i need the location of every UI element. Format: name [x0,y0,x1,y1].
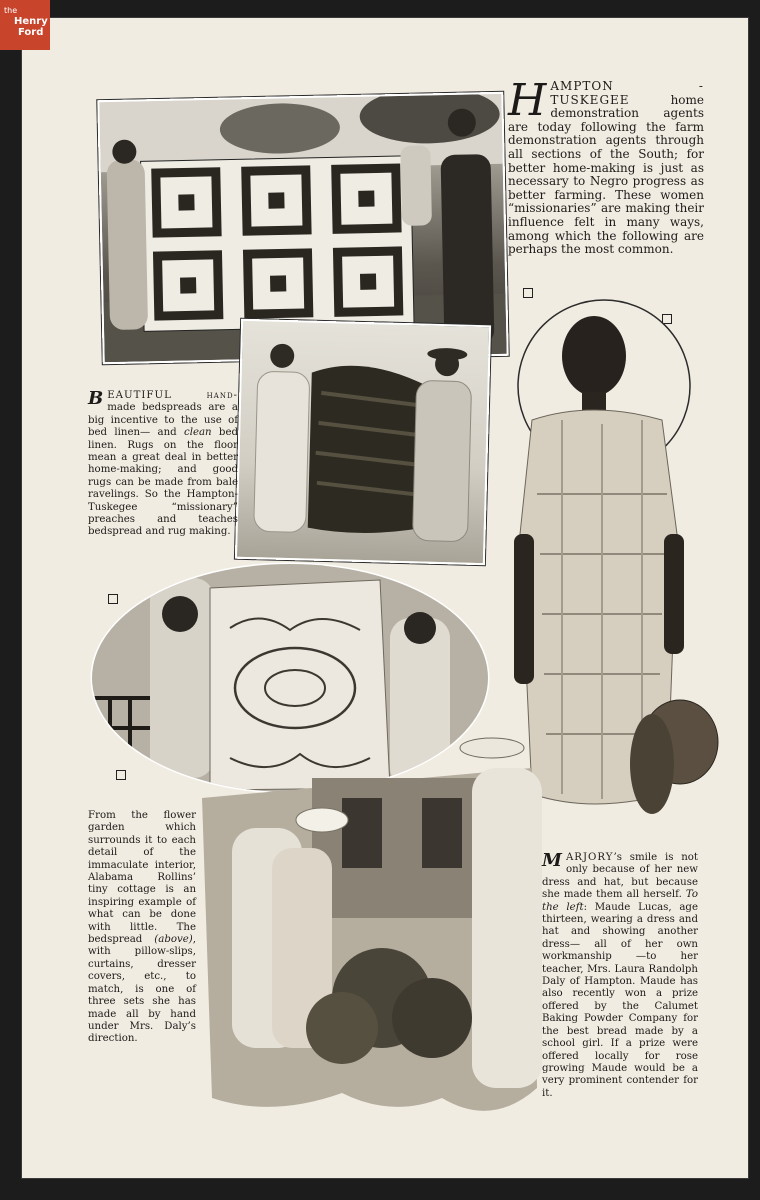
marjory-text-a: ’s smile is not only because of her new dress and hat, but because she made them all herself. [542,852,698,901]
henry-ford-logo [0,0,50,50]
logo-henry: Henry [14,16,48,27]
marjory-paragraph [542,852,698,1100]
logo-the: the [4,6,18,15]
rug-illustration [237,321,489,563]
marjory-dropcap: M [542,850,562,871]
marjory-text-b: : Maude Lucas, age thirteen, wearing a dress and hat and showing another dress— all of her own workmanship —to her teacher, Mrs. Laura Randolph Daly of Hampton. Maude has also recently won a prize offered by the Calumet Baking Powder Company for the best bread made by a school girl. If a prize were offered locally for rose growing Maude would be a very prominent contender for it. [542,901,698,1099]
bedspreads-paragraph [88,390,238,539]
marjory-lead: ARJORY [565,852,614,863]
cottage-text-a: From the flower garden which surrounds it to each detail of the immaculate interior, Alabama Rollins’ tiny cottage is an inspiring example of what can be done with little. The bedspread [88,810,196,946]
intro-lead: AMPTON - TUSKEGEE [550,79,704,107]
cottage-emphasis: (above) [154,934,193,946]
cottage-text-b: , with pillow-slips, curtains, dresser covers, etc., to match, is one of three sets she has made all by hand under Mrs. Daly’s direction. [88,934,196,1045]
bedspreads-text-a: made bedspreads are a big incentive to the use of bed linen— and [88,402,238,439]
garden-photo [192,708,542,1128]
rug-photo [235,319,491,565]
intro-text: home demonstration agents are today following the farm demonstration agents through all sections of the South; for better home-making is just as necessary to Negro progress as better farming. These women “missionaries” are making their influence felt in many ways, among which the following are perhaps the most common. [508,92,704,257]
bedspreads-emphasis: clean [183,427,212,439]
logo-ford: Ford [18,27,44,38]
magazine-page [22,18,748,1178]
bedspreads-text-b: bed linen. Rugs on the floor mean a great deal in better home-making; and good rugs can be made from bale ravelings. So the Hampton-Tuskegee “missionary” preaches and teaches bedspread and rug making. [88,427,238,538]
bedspreads-dropcap: B [88,388,104,409]
cottage-paragraph [88,810,196,1046]
intro-dropcap: H [508,75,547,126]
intro-paragraph [508,75,704,257]
marjory-emphasis: To the left [542,889,698,913]
bedspreads-lead: EAUTIFUL hand- [107,390,238,401]
